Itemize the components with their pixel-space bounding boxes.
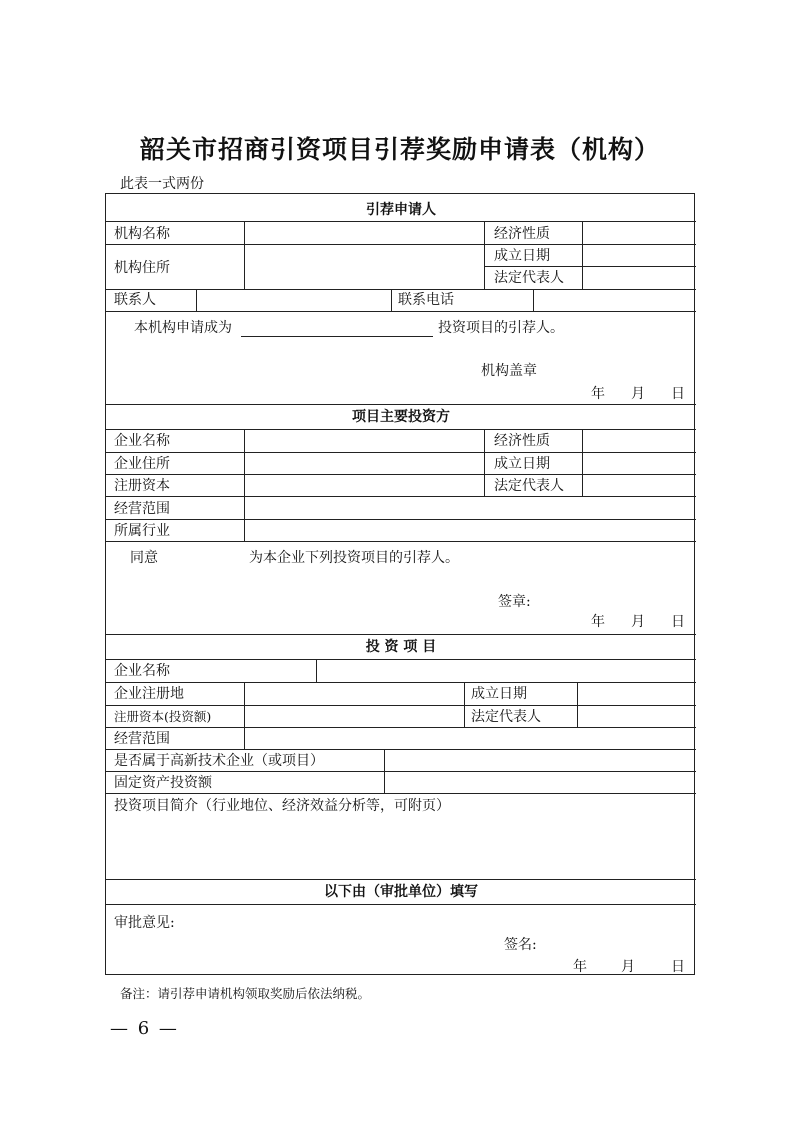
label-company-address: 企业住所 bbox=[114, 456, 170, 472]
label-org-address: 机构住所 bbox=[114, 260, 170, 276]
divider bbox=[244, 727, 245, 749]
divider bbox=[106, 244, 696, 245]
divider bbox=[582, 429, 583, 496]
label-org-name: 机构名称 bbox=[114, 226, 170, 242]
divider bbox=[106, 519, 696, 520]
date-day: 日 bbox=[671, 386, 685, 402]
label-industry: 所属行业 bbox=[114, 523, 170, 539]
label-business-scope: 经营范围 bbox=[114, 501, 170, 517]
divider bbox=[384, 749, 385, 793]
statement-prefix: 本机构申请成为 bbox=[134, 320, 232, 336]
divider bbox=[106, 496, 696, 497]
label-contact-phone: 联系电话 bbox=[398, 292, 454, 308]
label-project-summary: 投资项目简介（行业地位、经济效益分析等，可附页） bbox=[114, 798, 450, 814]
divider bbox=[106, 727, 696, 728]
divider bbox=[106, 904, 696, 905]
label-registered-capital: 注册资本 bbox=[114, 478, 170, 494]
divider bbox=[106, 879, 696, 880]
label-legal-rep: 法定代表人 bbox=[494, 270, 564, 286]
label-established-date: 成立日期 bbox=[494, 456, 550, 472]
divider bbox=[316, 659, 317, 682]
date-month: 月 bbox=[631, 386, 645, 402]
page-number: — 6 — bbox=[110, 1018, 179, 1039]
label-high-tech: 是否属于高新技术企业（或项目） bbox=[114, 753, 324, 769]
project-name-blank[interactable] bbox=[241, 336, 433, 337]
divider bbox=[464, 682, 465, 727]
divider bbox=[244, 429, 245, 541]
divider bbox=[106, 634, 696, 635]
divider bbox=[106, 793, 696, 794]
label-review-opinion: 审批意见: bbox=[114, 915, 175, 931]
divider bbox=[106, 452, 696, 453]
label-economic-nature: 经济性质 bbox=[494, 226, 550, 242]
sign-seal-label: 签章: bbox=[498, 594, 531, 610]
divider bbox=[106, 474, 696, 475]
divider bbox=[106, 429, 696, 430]
section-header-investor: 项目主要投资方 bbox=[352, 409, 450, 425]
label-company-name: 企业名称 bbox=[114, 433, 170, 449]
label-reg-place: 企业注册地 bbox=[114, 686, 184, 702]
label-legal-rep: 法定代表人 bbox=[471, 709, 541, 725]
divider bbox=[244, 221, 245, 289]
date-day: 日 bbox=[671, 614, 685, 630]
section-header-applicant: 引荐申请人 bbox=[366, 202, 436, 218]
section-header-project: 投 资 项 目 bbox=[365, 639, 437, 655]
divider bbox=[106, 771, 696, 772]
divider bbox=[244, 682, 245, 727]
form-title: 韶关市招商引资项目引荐奖励申请表（机构） bbox=[139, 135, 660, 164]
divider bbox=[533, 289, 534, 311]
date-day: 日 bbox=[671, 959, 685, 975]
divider bbox=[196, 289, 197, 311]
label-fixed-asset: 固定资产投资额 bbox=[114, 775, 212, 791]
divider bbox=[106, 705, 696, 706]
agree-label: 同意 bbox=[130, 550, 158, 566]
application-form bbox=[105, 193, 695, 975]
divider bbox=[106, 289, 696, 290]
footnote: 备注：请引荐申请机构领取奖励后依法纳税。 bbox=[120, 986, 371, 1001]
label-contact: 联系人 bbox=[114, 292, 156, 308]
label-company-name: 企业名称 bbox=[114, 663, 170, 679]
date-year: 年 bbox=[591, 614, 605, 630]
divider bbox=[106, 749, 696, 750]
seal-label: 机构盖章 bbox=[481, 363, 537, 379]
label-business-scope: 经营范围 bbox=[114, 731, 170, 747]
divider bbox=[484, 221, 485, 289]
label-established-date: 成立日期 bbox=[494, 248, 550, 264]
divider bbox=[391, 289, 392, 311]
divider bbox=[106, 659, 696, 660]
sign-label: 签名: bbox=[504, 937, 537, 953]
date-month: 月 bbox=[621, 959, 635, 975]
divider bbox=[484, 429, 485, 496]
divider bbox=[582, 221, 583, 289]
divider bbox=[106, 311, 696, 312]
divider bbox=[577, 682, 578, 727]
date-month: 月 bbox=[631, 614, 645, 630]
label-registered-capital: 注册资本(投资额) bbox=[114, 709, 212, 724]
divider bbox=[106, 221, 696, 222]
divider bbox=[106, 404, 696, 405]
divider bbox=[484, 266, 696, 267]
divider bbox=[106, 541, 696, 542]
label-economic-nature: 经济性质 bbox=[494, 433, 550, 449]
date-year: 年 bbox=[573, 959, 587, 975]
label-established-date: 成立日期 bbox=[471, 686, 527, 702]
statement-suffix: 投资项目的引荐人。 bbox=[438, 320, 564, 336]
date-year: 年 bbox=[591, 386, 605, 402]
agree-text: 为本企业下列投资项目的引荐人。 bbox=[249, 550, 459, 566]
divider bbox=[106, 682, 696, 683]
section-header-review: 以下由（审批单位）填写 bbox=[324, 884, 478, 900]
label-legal-rep: 法定代表人 bbox=[494, 478, 564, 494]
copies-note: 此表一式两份 bbox=[120, 176, 204, 192]
